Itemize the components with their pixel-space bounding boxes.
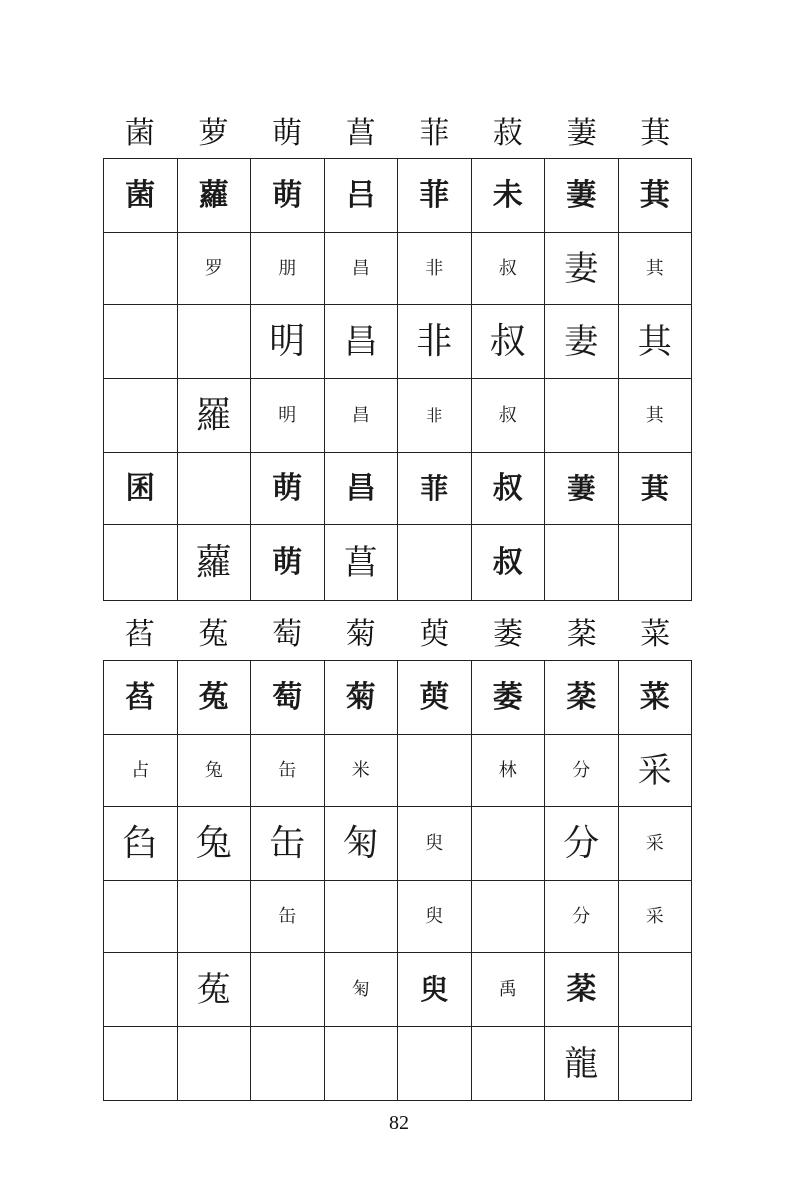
table-row bbox=[104, 881, 692, 953]
ancient-glyph: 萸 bbox=[419, 679, 450, 715]
table-row bbox=[104, 379, 692, 453]
glyph-cell bbox=[177, 661, 251, 735]
glyph-cell bbox=[398, 233, 472, 305]
ancient-glyph: 叔 bbox=[489, 320, 526, 362]
heading-character: 菌 bbox=[124, 116, 155, 151]
ancient-glyph: 萌 bbox=[272, 544, 303, 580]
ancient-glyph: 昌 bbox=[343, 321, 378, 362]
glyph-cell bbox=[545, 1027, 619, 1101]
ancient-glyph: 非 bbox=[416, 320, 453, 362]
glyph-cell bbox=[398, 1027, 472, 1101]
glyph-cell bbox=[177, 881, 251, 953]
glyph-cell bbox=[471, 807, 545, 881]
glyph-cell bbox=[177, 305, 251, 379]
ancient-glyph: 棻 bbox=[566, 971, 597, 1007]
glyph-cell bbox=[104, 159, 178, 233]
ancient-glyph: 菟 bbox=[198, 679, 229, 715]
ancient-glyph: 囷 bbox=[125, 470, 156, 506]
ancient-glyph: 菖 bbox=[343, 542, 378, 583]
glyph-cell bbox=[104, 661, 178, 735]
ancient-glyph: 禹 bbox=[498, 979, 517, 1000]
ancient-glyph: 分 bbox=[572, 906, 591, 927]
heading-character: 菟 bbox=[198, 617, 229, 652]
glyph-cell bbox=[545, 881, 619, 953]
block2-heading-row bbox=[103, 613, 692, 657]
glyph-cell bbox=[177, 807, 251, 881]
glyph-cell bbox=[324, 807, 398, 881]
ancient-glyph: 其 bbox=[637, 321, 672, 362]
glyph-cell bbox=[104, 1027, 178, 1101]
ancient-glyph: 叔 bbox=[498, 405, 517, 426]
heading-character: 菖 bbox=[345, 116, 376, 151]
ancient-glyph: 萏 bbox=[125, 679, 156, 715]
heading-character: 菊 bbox=[345, 617, 376, 652]
glyph-cell bbox=[471, 453, 545, 525]
glyph-cell bbox=[618, 881, 692, 953]
glyph-cell bbox=[177, 233, 251, 305]
heading-character: 菽 bbox=[492, 116, 523, 151]
glyph-cell bbox=[177, 953, 251, 1027]
table-row bbox=[104, 735, 692, 807]
glyph-cell bbox=[618, 735, 692, 807]
glyph-cell bbox=[177, 735, 251, 807]
ancient-glyph: 萄 bbox=[272, 679, 303, 715]
ancient-glyph: 匊 bbox=[342, 822, 379, 864]
glyph-cell bbox=[618, 953, 692, 1027]
ancient-glyph: 菜 bbox=[639, 679, 670, 715]
ancient-glyph: 蘿 bbox=[195, 541, 232, 583]
glyph-cell bbox=[545, 159, 619, 233]
glyph-cell bbox=[398, 379, 472, 453]
glyph-cell bbox=[471, 881, 545, 953]
glyph-cell bbox=[471, 525, 545, 601]
ancient-glyph: 采 bbox=[637, 750, 672, 791]
glyph-cell bbox=[618, 525, 692, 601]
ancient-glyph: 匊 bbox=[351, 979, 370, 1000]
table-row bbox=[104, 807, 692, 881]
block1-heading-row bbox=[103, 112, 692, 156]
table-row bbox=[104, 953, 692, 1027]
ancient-glyph: 萁 bbox=[640, 471, 669, 505]
glyph-cell bbox=[251, 1027, 325, 1101]
ancient-glyph: 分 bbox=[563, 822, 600, 864]
glyph-cell bbox=[104, 453, 178, 525]
glyph-cell bbox=[471, 953, 545, 1027]
heading-character: 萎 bbox=[492, 617, 523, 652]
block1-glyph-table bbox=[103, 158, 692, 601]
glyph-cell bbox=[545, 305, 619, 379]
ancient-glyph: 未 bbox=[492, 177, 523, 213]
heading-character: 萏 bbox=[124, 617, 155, 652]
glyph-cell bbox=[324, 379, 398, 453]
heading-character: 萌 bbox=[272, 116, 303, 151]
ancient-glyph: 龍 bbox=[564, 1043, 599, 1084]
table-row bbox=[104, 1027, 692, 1101]
glyph-cell bbox=[104, 807, 178, 881]
glyph-cell bbox=[251, 807, 325, 881]
ancient-glyph: 萋 bbox=[566, 177, 597, 213]
ancient-glyph: 萌 bbox=[272, 470, 303, 506]
glyph-cell bbox=[545, 453, 619, 525]
glyph-cell bbox=[471, 159, 545, 233]
table-row bbox=[104, 159, 692, 233]
ancient-glyph: 昌 bbox=[351, 405, 370, 426]
glyph-cell bbox=[104, 233, 178, 305]
glyph-cell bbox=[251, 453, 325, 525]
ancient-glyph: 萌 bbox=[272, 177, 303, 213]
glyph-cell bbox=[398, 807, 472, 881]
glyph-cell bbox=[324, 953, 398, 1027]
ancient-glyph: 林 bbox=[498, 760, 517, 781]
ancient-glyph: 罗 bbox=[204, 258, 223, 279]
glyph-cell bbox=[177, 525, 251, 601]
glyph-cell bbox=[251, 525, 325, 601]
ancient-glyph: 妻 bbox=[564, 321, 599, 362]
glyph-cell bbox=[251, 159, 325, 233]
glyph-cell bbox=[251, 379, 325, 453]
glyph-cell bbox=[398, 159, 472, 233]
ancient-glyph: 棻 bbox=[566, 679, 597, 715]
glyph-cell bbox=[545, 735, 619, 807]
table-row bbox=[104, 661, 692, 735]
ancient-glyph: 叔 bbox=[492, 470, 523, 506]
glyph-cell bbox=[471, 735, 545, 807]
glyph-cell bbox=[251, 953, 325, 1027]
table-row bbox=[104, 453, 692, 525]
glyph-cell bbox=[398, 953, 472, 1027]
ancient-glyph: 其 bbox=[645, 258, 664, 279]
glyph-cell bbox=[618, 233, 692, 305]
heading-character: 萝 bbox=[198, 116, 229, 151]
ancient-glyph: 臾 bbox=[425, 906, 444, 927]
glyph-cell bbox=[251, 661, 325, 735]
ancient-glyph: 萋 bbox=[567, 471, 596, 505]
ancient-glyph: 臽 bbox=[122, 822, 159, 864]
ancient-glyph: 朋 bbox=[278, 258, 297, 279]
glyph-cell bbox=[398, 661, 472, 735]
ancient-glyph: 吕 bbox=[345, 177, 376, 213]
ancient-glyph: 臾 bbox=[425, 833, 444, 854]
glyph-cell bbox=[471, 233, 545, 305]
glyph-cell bbox=[251, 881, 325, 953]
heading-character: 萄 bbox=[272, 617, 303, 652]
glyph-cell bbox=[618, 661, 692, 735]
ancient-glyph: 昌 bbox=[345, 470, 376, 506]
glyph-cell bbox=[104, 881, 178, 953]
glyph-cell bbox=[324, 1027, 398, 1101]
glyph-cell bbox=[324, 159, 398, 233]
ancient-glyph: 其 bbox=[645, 405, 664, 426]
heading-character: 菲 bbox=[419, 116, 450, 151]
glyph-cell bbox=[545, 953, 619, 1027]
glyph-cell bbox=[104, 379, 178, 453]
table-row bbox=[104, 525, 692, 601]
glyph-cell bbox=[324, 305, 398, 379]
heading-character: 萋 bbox=[566, 116, 597, 151]
glyph-cell bbox=[177, 453, 251, 525]
glyph-cell bbox=[324, 233, 398, 305]
glyph-cell bbox=[398, 525, 472, 601]
glyph-cell bbox=[618, 305, 692, 379]
ancient-glyph: 羅 bbox=[195, 394, 232, 436]
glyph-cell bbox=[104, 525, 178, 601]
heading-character: 萁 bbox=[640, 116, 671, 151]
ancient-glyph: 明 bbox=[269, 320, 306, 362]
glyph-cell bbox=[618, 379, 692, 453]
glyph-cell bbox=[251, 233, 325, 305]
ancient-glyph: 缶 bbox=[278, 906, 297, 927]
ancient-glyph: 萁 bbox=[639, 177, 670, 213]
heading-character: 菜 bbox=[640, 617, 671, 652]
ancient-glyph: 妻 bbox=[564, 248, 599, 289]
table-row bbox=[104, 233, 692, 305]
glyph-cell bbox=[545, 807, 619, 881]
ancient-glyph: 缶 bbox=[269, 822, 306, 864]
glyph-cell bbox=[324, 453, 398, 525]
glyph-cell bbox=[471, 305, 545, 379]
glyph-cell bbox=[324, 525, 398, 601]
glyph-cell bbox=[471, 1027, 545, 1101]
glyph-cell bbox=[251, 735, 325, 807]
glyph-cell bbox=[618, 159, 692, 233]
ancient-glyph: 兔 bbox=[195, 822, 232, 864]
ancient-glyph: 分 bbox=[572, 760, 591, 781]
ancient-glyph: 占 bbox=[131, 760, 150, 781]
glyph-cell bbox=[545, 379, 619, 453]
ancient-glyph: 明 bbox=[278, 405, 297, 426]
ancient-glyph: 非 bbox=[426, 406, 443, 425]
ancient-glyph: 菲 bbox=[419, 177, 450, 213]
glyph-cell bbox=[618, 807, 692, 881]
glyph-cell bbox=[324, 661, 398, 735]
glyph-cell bbox=[177, 159, 251, 233]
glyph-cell bbox=[545, 233, 619, 305]
glyph-cell bbox=[398, 735, 472, 807]
heading-character: 萸 bbox=[419, 617, 450, 652]
ancient-glyph: 蘿 bbox=[198, 177, 229, 213]
glyph-cell bbox=[324, 881, 398, 953]
page-number: 82 bbox=[389, 1112, 409, 1134]
glyph-cell bbox=[251, 305, 325, 379]
ancient-glyph: 菊 bbox=[345, 679, 376, 715]
glyph-cell bbox=[471, 379, 545, 453]
glyph-cell bbox=[104, 953, 178, 1027]
glyph-cell bbox=[398, 305, 472, 379]
glyph-cell bbox=[104, 735, 178, 807]
glyph-cell bbox=[545, 525, 619, 601]
ancient-glyph: 叔 bbox=[492, 544, 523, 580]
ancient-glyph: 兔 bbox=[204, 760, 223, 781]
glyph-cell bbox=[177, 379, 251, 453]
glyph-cell bbox=[471, 661, 545, 735]
ancient-glyph: 叔 bbox=[498, 258, 517, 279]
glyph-cell bbox=[618, 453, 692, 525]
heading-character: 棻 bbox=[566, 617, 597, 652]
ancient-glyph: 非 bbox=[425, 258, 444, 279]
block2-glyph-table bbox=[103, 660, 692, 1101]
ancient-glyph: 臾 bbox=[420, 972, 449, 1006]
ancient-glyph: 米 bbox=[351, 760, 370, 781]
ancient-glyph: 萎 bbox=[492, 679, 523, 715]
glyph-cell bbox=[398, 881, 472, 953]
ancient-glyph: 采 bbox=[645, 833, 664, 854]
glyph-cell bbox=[398, 453, 472, 525]
glyph-cell bbox=[177, 1027, 251, 1101]
glyph-cell bbox=[545, 661, 619, 735]
ancient-glyph: 缶 bbox=[278, 760, 297, 781]
ancient-glyph: 菌 bbox=[125, 177, 156, 213]
ancient-glyph: 昌 bbox=[351, 258, 370, 279]
table-row bbox=[104, 305, 692, 379]
glyph-cell bbox=[618, 1027, 692, 1101]
ancient-glyph: 菟 bbox=[196, 969, 231, 1010]
ancient-glyph: 菲 bbox=[420, 471, 449, 505]
glyph-cell bbox=[324, 735, 398, 807]
ancient-glyph: 采 bbox=[645, 906, 664, 927]
glyph-cell bbox=[104, 305, 178, 379]
